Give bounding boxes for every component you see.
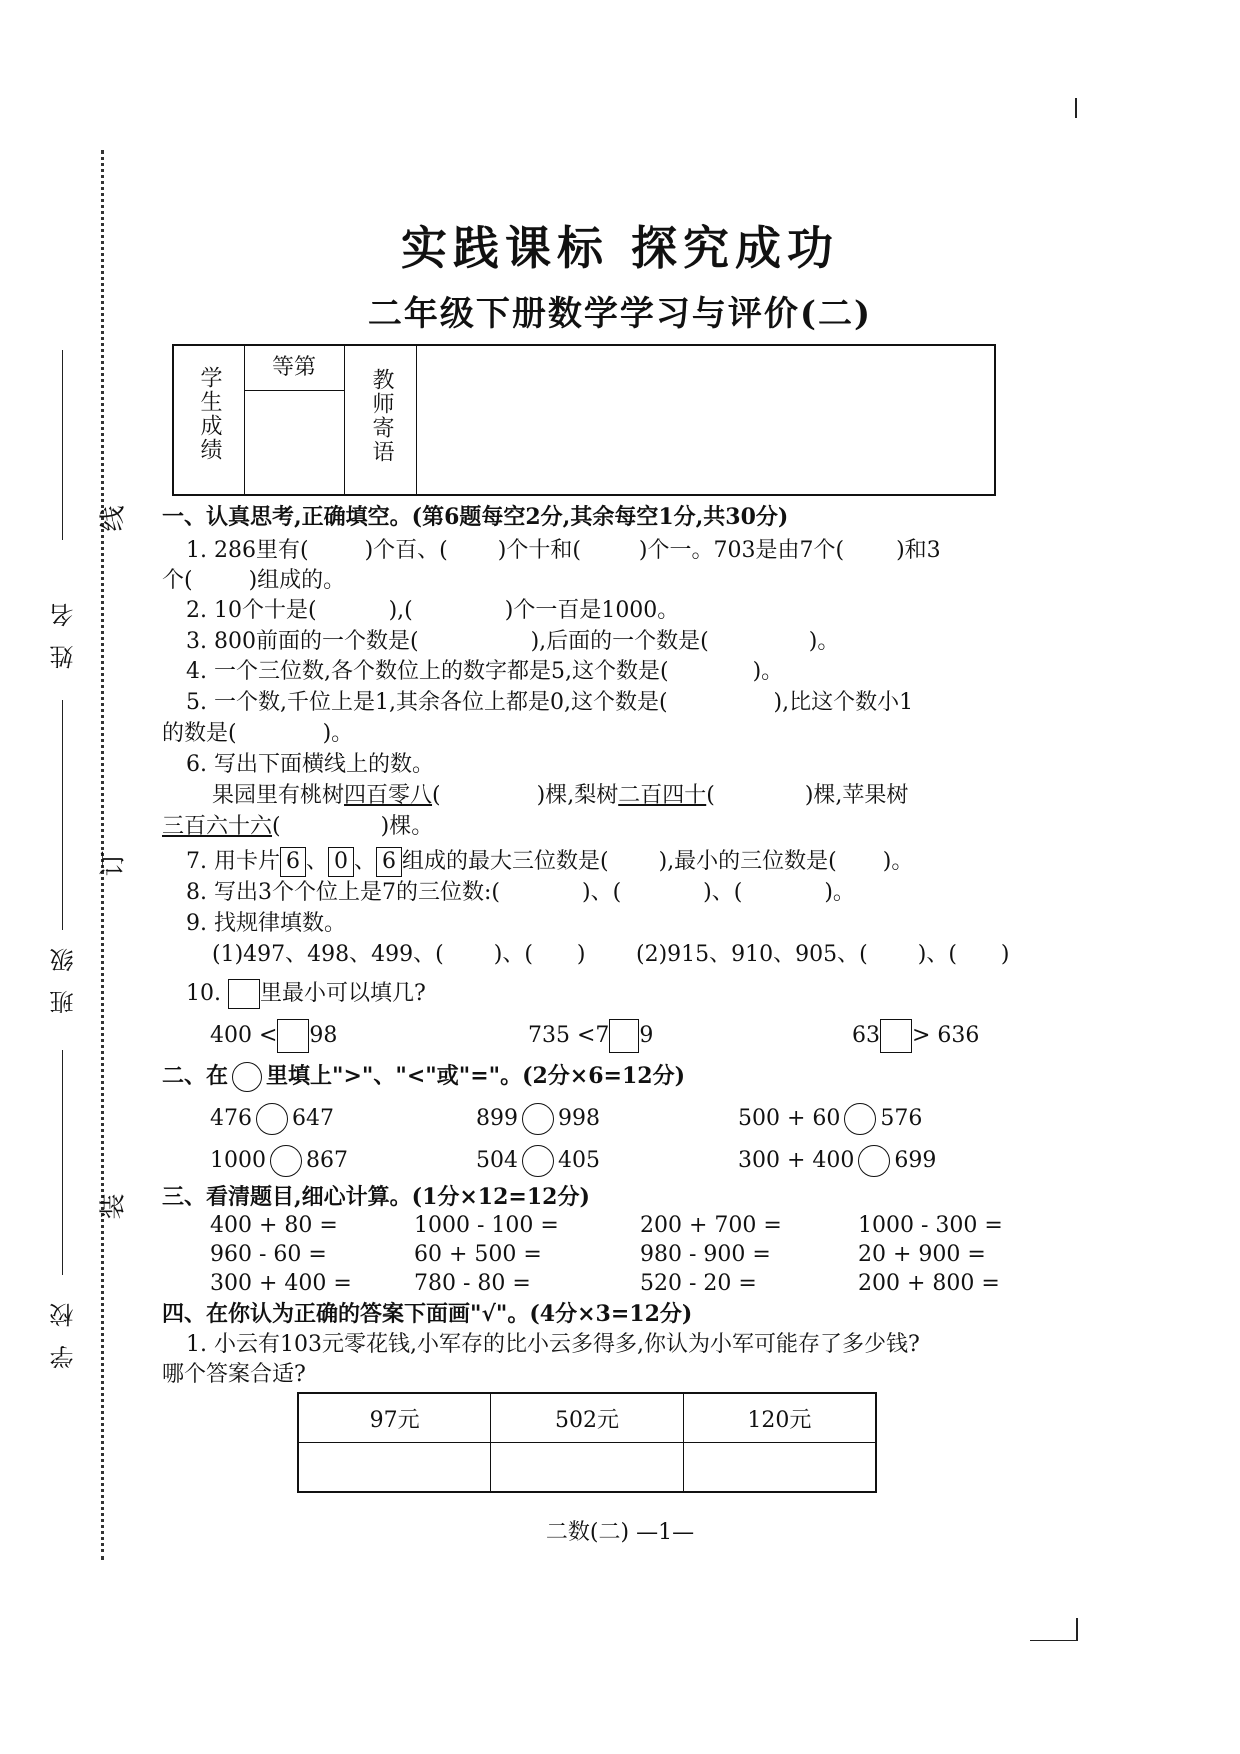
answer-table bbox=[297, 1392, 877, 1493]
answer-options-row bbox=[298, 1393, 876, 1443]
calc-item[interactable]: 520 - 20 = bbox=[640, 1271, 757, 1296]
q3-text: ),后面的一个数是( bbox=[530, 629, 709, 654]
section3-heading: 三、看清题目,细心计算。(1分×12=12分) bbox=[162, 1184, 590, 1210]
question-6: 6. 写出下面横线上的数。 bbox=[186, 752, 434, 777]
compare-left: 476 bbox=[210, 1106, 252, 1131]
compare-circle[interactable] bbox=[522, 1145, 554, 1177]
q7-separator: 、 bbox=[354, 849, 377, 874]
q10-box-2[interactable] bbox=[609, 1019, 639, 1053]
question-9-part2 bbox=[636, 944, 1010, 966]
compare-left: 300 + 400 bbox=[738, 1148, 855, 1173]
number-card: 6 bbox=[376, 847, 402, 877]
q5-text: )。 bbox=[322, 721, 354, 746]
compare-item bbox=[210, 1145, 348, 1177]
number-card: 0 bbox=[328, 847, 354, 877]
compare-circle[interactable] bbox=[256, 1103, 288, 1135]
school-underline bbox=[62, 1050, 63, 1275]
q7-text: 7. 用卡片 bbox=[186, 849, 280, 874]
q8-text: )。 bbox=[824, 880, 855, 905]
compare-item bbox=[738, 1103, 922, 1135]
calc-item[interactable]: 980 - 900 = bbox=[640, 1242, 771, 1267]
q9-text: )、( bbox=[493, 942, 533, 967]
crop-mark-top bbox=[1075, 98, 1077, 118]
question-1-cont bbox=[162, 570, 345, 592]
q5-text: 5. 一个数,千位上是1,其余各位上都是0,这个数是( bbox=[186, 690, 668, 715]
q8-text: )、( bbox=[703, 880, 743, 905]
score-table bbox=[172, 344, 996, 496]
q4-text: 4. 一个三位数,各个数位上的数字都是5,这个数是( bbox=[186, 659, 669, 684]
grade-cell bbox=[244, 346, 345, 494]
q10-expr-1 bbox=[210, 1019, 337, 1053]
q8-text: 8. 写出3个个位上是7的三位数:( bbox=[186, 880, 500, 905]
compare-right: 699 bbox=[894, 1148, 937, 1173]
q10-text: 735 <7 bbox=[528, 1023, 610, 1048]
grade-input[interactable] bbox=[244, 391, 344, 491]
compare-left: 1000 bbox=[210, 1148, 266, 1173]
s4-question-1-cont: 哪个答案合适? bbox=[162, 1362, 306, 1387]
q10-expr-3 bbox=[852, 1019, 979, 1053]
binding-mark-line: 线 bbox=[98, 505, 129, 532]
q1-text: )个百、( bbox=[364, 538, 448, 563]
q10-text: 63 bbox=[852, 1023, 880, 1048]
calc-item[interactable]: 400 + 80 = bbox=[210, 1213, 338, 1238]
calc-item[interactable]: 960 - 60 = bbox=[210, 1242, 327, 1267]
student-score-label: 学生成绩 bbox=[197, 366, 222, 462]
q10-expr-2 bbox=[528, 1019, 653, 1053]
section2-text: 里填上">"、"<"或"="。(2分×6=12分) bbox=[266, 1063, 686, 1089]
q9-text: )、( bbox=[917, 942, 957, 967]
q5-text: 的数是( bbox=[162, 721, 237, 746]
compare-item bbox=[476, 1103, 600, 1135]
section2-text: 二、在 bbox=[162, 1063, 229, 1089]
class-label: 班级 bbox=[50, 930, 78, 1014]
q1-text: )个十和( bbox=[497, 538, 581, 563]
compare-left: 899 bbox=[476, 1106, 518, 1131]
answer-check-cell[interactable] bbox=[683, 1443, 876, 1493]
question-8 bbox=[186, 882, 855, 904]
answer-check-cell[interactable] bbox=[298, 1443, 491, 1493]
q6-apple-number: 三百六十六 bbox=[162, 814, 273, 839]
question-4 bbox=[186, 661, 783, 683]
circle-example bbox=[232, 1062, 262, 1092]
q10-text: 98 bbox=[309, 1023, 338, 1048]
q6-text: ( bbox=[272, 814, 281, 839]
compare-right: 576 bbox=[880, 1106, 923, 1131]
q10-box-1[interactable] bbox=[277, 1019, 309, 1053]
q1-text: 个( bbox=[162, 568, 193, 593]
answer-check-cell[interactable] bbox=[491, 1443, 684, 1493]
calc-item[interactable]: 200 + 800 = bbox=[858, 1271, 1000, 1296]
q10-box-example bbox=[228, 979, 260, 1009]
q1-text: 1. 286里有( bbox=[186, 538, 309, 563]
q9-text: ) bbox=[576, 942, 586, 967]
number-card: 6 bbox=[280, 847, 306, 877]
question-7 bbox=[186, 847, 913, 877]
crop-mark-bottom bbox=[1030, 1618, 1078, 1641]
q7-text: ),最小的三位数是( bbox=[658, 849, 837, 874]
teacher-message-cell bbox=[344, 346, 417, 494]
class-underline bbox=[62, 700, 63, 930]
binding-mark-fold: 装 bbox=[98, 1193, 129, 1220]
q1-text: )组成的。 bbox=[248, 568, 346, 593]
q10-text: > 636 bbox=[912, 1023, 980, 1048]
answer-option: 97元 bbox=[298, 1393, 491, 1443]
question-5 bbox=[186, 692, 913, 714]
section1-heading: 一、认真思考,正确填空。(第6题每空2分,其余每空1分,共30分) bbox=[162, 504, 789, 530]
q9-text: ) bbox=[1000, 942, 1010, 967]
answer-check-row bbox=[298, 1443, 876, 1493]
compare-circle[interactable] bbox=[522, 1103, 554, 1135]
compare-right: 998 bbox=[558, 1106, 600, 1131]
compare-left: 500 + 60 bbox=[738, 1106, 841, 1131]
compare-left: 504 bbox=[476, 1148, 518, 1173]
answer-option: 120元 bbox=[683, 1393, 876, 1443]
q3-text: 3. 800前面的一个数是( bbox=[186, 629, 419, 654]
q6-text: )棵。 bbox=[380, 814, 434, 839]
question-10 bbox=[186, 979, 426, 1009]
question-1 bbox=[186, 540, 941, 562]
question-2 bbox=[186, 600, 679, 622]
q10-text: 10. bbox=[186, 981, 221, 1006]
binding-mark-bind: 订 bbox=[98, 850, 129, 877]
compare-circle[interactable] bbox=[844, 1103, 876, 1135]
q10-text: 400 < bbox=[210, 1023, 278, 1048]
q5-text: ),比这个数小1 bbox=[773, 690, 914, 715]
calc-item[interactable]: 1000 - 100 = bbox=[414, 1213, 559, 1238]
calc-item[interactable]: 20 + 900 = bbox=[858, 1242, 986, 1267]
q6-peach-number: 四百零八 bbox=[344, 783, 433, 808]
compare-circle[interactable] bbox=[858, 1145, 890, 1177]
compare-right: 405 bbox=[558, 1148, 600, 1173]
q10-box-3[interactable] bbox=[880, 1019, 912, 1053]
q9-text: (2)915、910、905、( bbox=[636, 942, 868, 967]
q7-separator: 、 bbox=[305, 849, 328, 874]
grade-label: 等第 bbox=[244, 346, 344, 391]
calc-item[interactable]: 60 + 500 = bbox=[414, 1242, 542, 1267]
compare-item bbox=[738, 1145, 936, 1177]
section2-heading bbox=[162, 1062, 685, 1092]
name-label: 姓名 bbox=[50, 585, 78, 669]
q1-text: )和3 bbox=[896, 538, 941, 563]
question-6-line2 bbox=[162, 816, 433, 838]
page-footer: 二数(二) —1— bbox=[545, 1520, 695, 1545]
q9-text: (1)497、498、499、( bbox=[212, 942, 444, 967]
q2-text: 2. 10个十是( bbox=[186, 598, 317, 623]
q4-text: )。 bbox=[752, 659, 784, 684]
q6-text: 果园里有桃树 bbox=[212, 783, 345, 808]
school-label: 学校 bbox=[50, 1285, 78, 1369]
question-9: 9. 找规律填数。 bbox=[186, 911, 346, 936]
calc-item[interactable]: 1000 - 300 = bbox=[858, 1213, 1003, 1238]
page-title: 实践课标 探究成功 bbox=[400, 221, 839, 275]
answer-option: 502元 bbox=[491, 1393, 684, 1443]
q2-text: )个一百是1000。 bbox=[504, 598, 680, 623]
calc-item[interactable]: 200 + 700 = bbox=[640, 1213, 782, 1238]
q6-pear-number: 二百四十 bbox=[618, 783, 707, 808]
name-underline bbox=[62, 350, 63, 540]
teacher-message-label: 教师寄语 bbox=[369, 368, 394, 464]
s4-question-1: 1. 小云有103元零花钱,小军存的比小云多得多,你认为小军可能存了多少钱? bbox=[186, 1332, 920, 1357]
q3-text: )。 bbox=[808, 629, 840, 654]
q10-text: 9 bbox=[639, 1023, 654, 1048]
q7-text: 组成的最大三位数是( bbox=[402, 849, 609, 874]
q6-text: )棵,梨树 bbox=[536, 783, 619, 808]
compare-circle[interactable] bbox=[270, 1145, 302, 1177]
compare-right: 867 bbox=[306, 1148, 348, 1173]
question-6-line1 bbox=[212, 785, 908, 807]
q6-text: )棵,苹果树 bbox=[804, 783, 909, 808]
q2-text: ),( bbox=[388, 598, 413, 623]
section4-heading: 四、在你认为正确的答案下面画"√"。(4分×3=12分) bbox=[162, 1301, 693, 1327]
calc-item[interactable]: 300 + 400 = bbox=[210, 1271, 352, 1296]
compare-item bbox=[210, 1103, 334, 1135]
q1-text: )个一。703是由7个( bbox=[638, 538, 845, 563]
q8-text: )、( bbox=[581, 880, 622, 905]
compare-right: 647 bbox=[292, 1106, 334, 1131]
teacher-message-input[interactable] bbox=[417, 346, 994, 494]
question-3 bbox=[186, 631, 839, 653]
page-subtitle: 二年级下册数学学习与评价(二) bbox=[367, 294, 873, 334]
compare-item bbox=[476, 1145, 600, 1177]
q7-text: )。 bbox=[882, 849, 914, 874]
student-score-cell bbox=[174, 346, 245, 494]
question-9-part1 bbox=[212, 944, 586, 966]
q6-text: ( bbox=[432, 783, 441, 808]
q10-text: 里最小可以填几? bbox=[260, 981, 426, 1006]
question-5-cont bbox=[162, 723, 353, 745]
q6-text: ( bbox=[706, 783, 715, 808]
calc-item[interactable]: 780 - 80 = bbox=[414, 1271, 531, 1296]
